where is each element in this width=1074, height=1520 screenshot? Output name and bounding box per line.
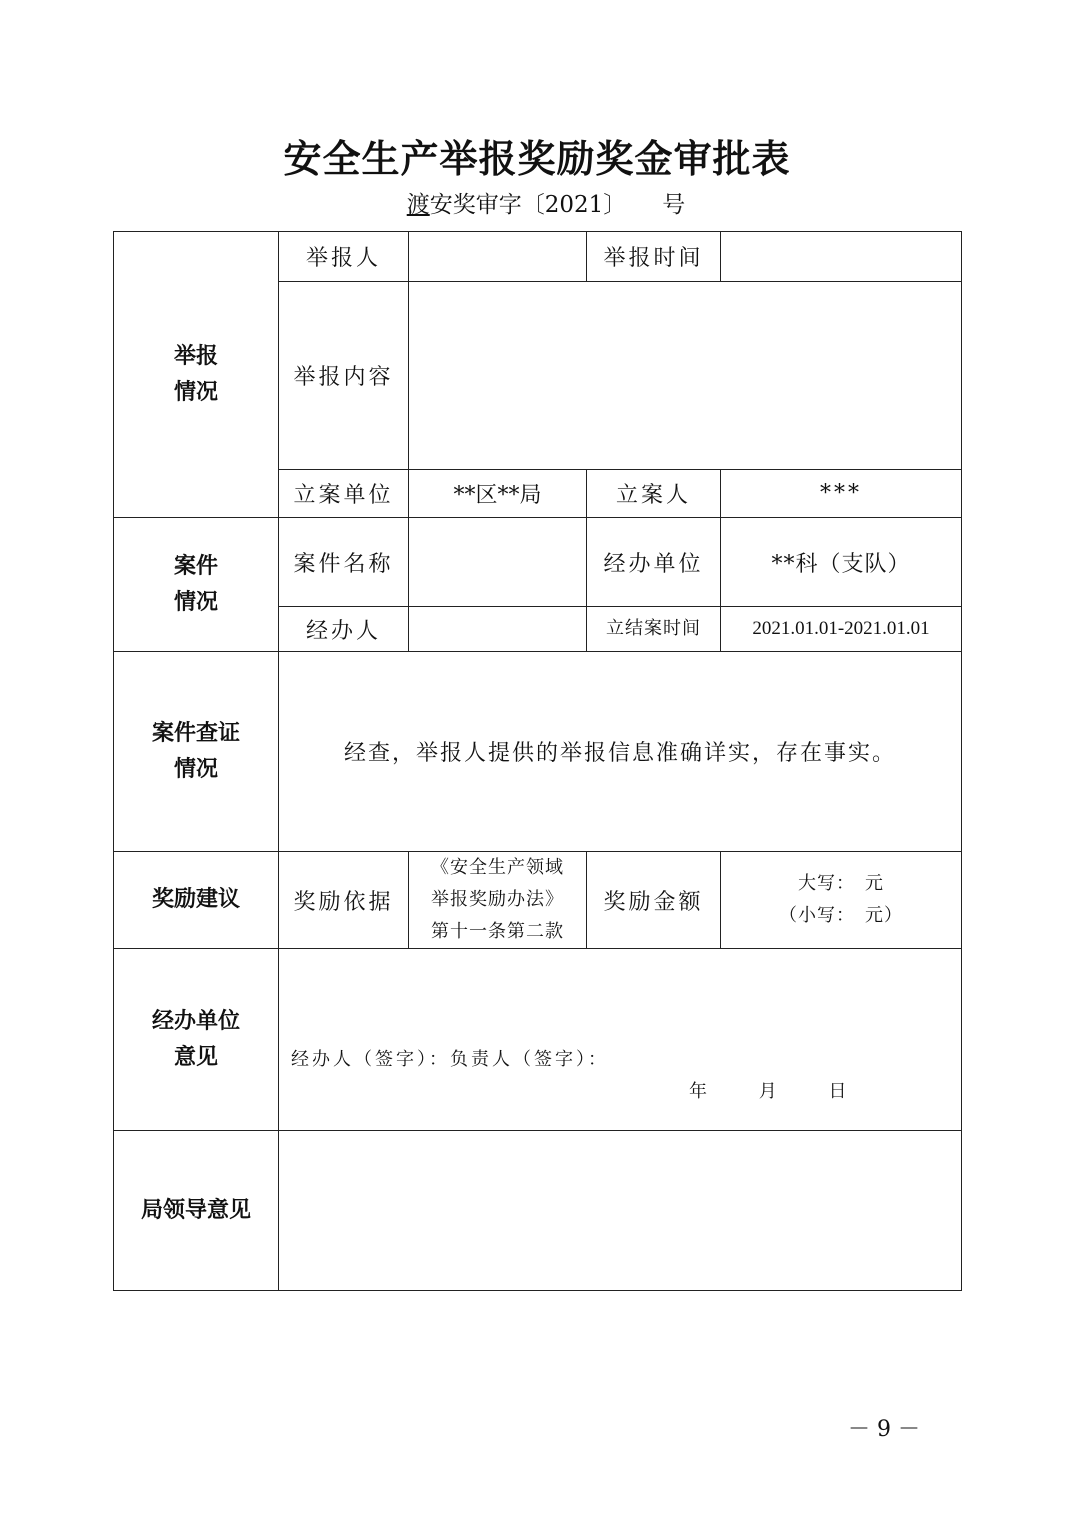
filing-unit-value: **区**局 — [409, 470, 587, 518]
handler-label: 经办人 — [279, 607, 409, 652]
reward-section-heading: 奖励建议 — [114, 852, 279, 949]
heading-line: 意见 — [173, 1044, 218, 1070]
unit-opinion-field[interactable] — [279, 949, 962, 1131]
case-section-heading — [114, 518, 279, 652]
report-content-label: 举报内容 — [279, 282, 409, 470]
handling-unit-label: 经办单位 — [587, 518, 721, 607]
case-name-label: 案件名称 — [279, 518, 409, 607]
approval-form-table — [113, 231, 962, 1291]
basis-line: 第十一条第二款 — [431, 921, 564, 942]
case-name-field[interactable] — [409, 518, 587, 607]
handling-unit-value: **科（支队） — [721, 518, 962, 607]
heading-line: 情况 — [173, 756, 218, 782]
amount-upper: 大写： 元 — [798, 873, 884, 894]
filing-unit-label: 立案单位 — [279, 470, 409, 518]
leader-opinion-heading: 局领导意见 — [114, 1131, 279, 1291]
amount-lower: （小写： 元） — [779, 905, 903, 926]
basis-line: 举报奖励办法》 — [431, 889, 564, 910]
heading-line: 情况 — [173, 379, 218, 405]
number-text: 安奖审字〔2021〕 — [429, 192, 627, 218]
page-number: － 9 － — [848, 1417, 920, 1442]
unit-opinion-heading — [114, 949, 279, 1131]
report-content-field[interactable] — [409, 282, 962, 470]
document-title: 安全生产举报奖励奖金审批表 — [283, 136, 791, 181]
heading-line: 举报 — [173, 343, 218, 369]
verification-section-heading — [114, 652, 279, 852]
filer-value: *** — [721, 470, 962, 518]
verification-text: 经查，举报人提供的举报信息准确详实，存在事实。 — [279, 652, 962, 852]
reward-basis-label: 奖励依据 — [279, 852, 409, 949]
date-line: 年 月 日 — [689, 1081, 850, 1102]
report-time-field[interactable] — [721, 232, 962, 282]
case-period-value: 2021.01.01-2021.01.01 — [721, 607, 962, 652]
report-section-heading — [114, 232, 279, 518]
signature-line: 经办人（签字）：负责人（签字）： — [291, 1049, 609, 1070]
reward-basis-value — [409, 852, 587, 949]
number-suffix: 号 — [662, 192, 686, 218]
reporter-field[interactable] — [409, 232, 587, 282]
number-prefix: 渡 — [406, 192, 430, 218]
reward-amount-value — [721, 852, 962, 949]
heading-line: 案件 — [173, 553, 218, 579]
leader-opinion-field[interactable] — [279, 1131, 962, 1291]
basis-line: 《安全生产领域 — [431, 857, 564, 878]
document-number — [0, 186, 1074, 219]
report-time-label: 举报时间 — [587, 232, 721, 282]
heading-line: 经办单位 — [151, 1008, 240, 1034]
reporter-label: 举报人 — [279, 232, 409, 282]
reward-amount-label: 奖励金额 — [587, 852, 721, 949]
heading-line: 案件查证 — [151, 720, 240, 746]
case-period-label: 立结案时间 — [587, 607, 721, 652]
handler-field[interactable] — [409, 607, 587, 652]
heading-line: 情况 — [173, 589, 218, 615]
filer-label: 立案人 — [587, 470, 721, 518]
